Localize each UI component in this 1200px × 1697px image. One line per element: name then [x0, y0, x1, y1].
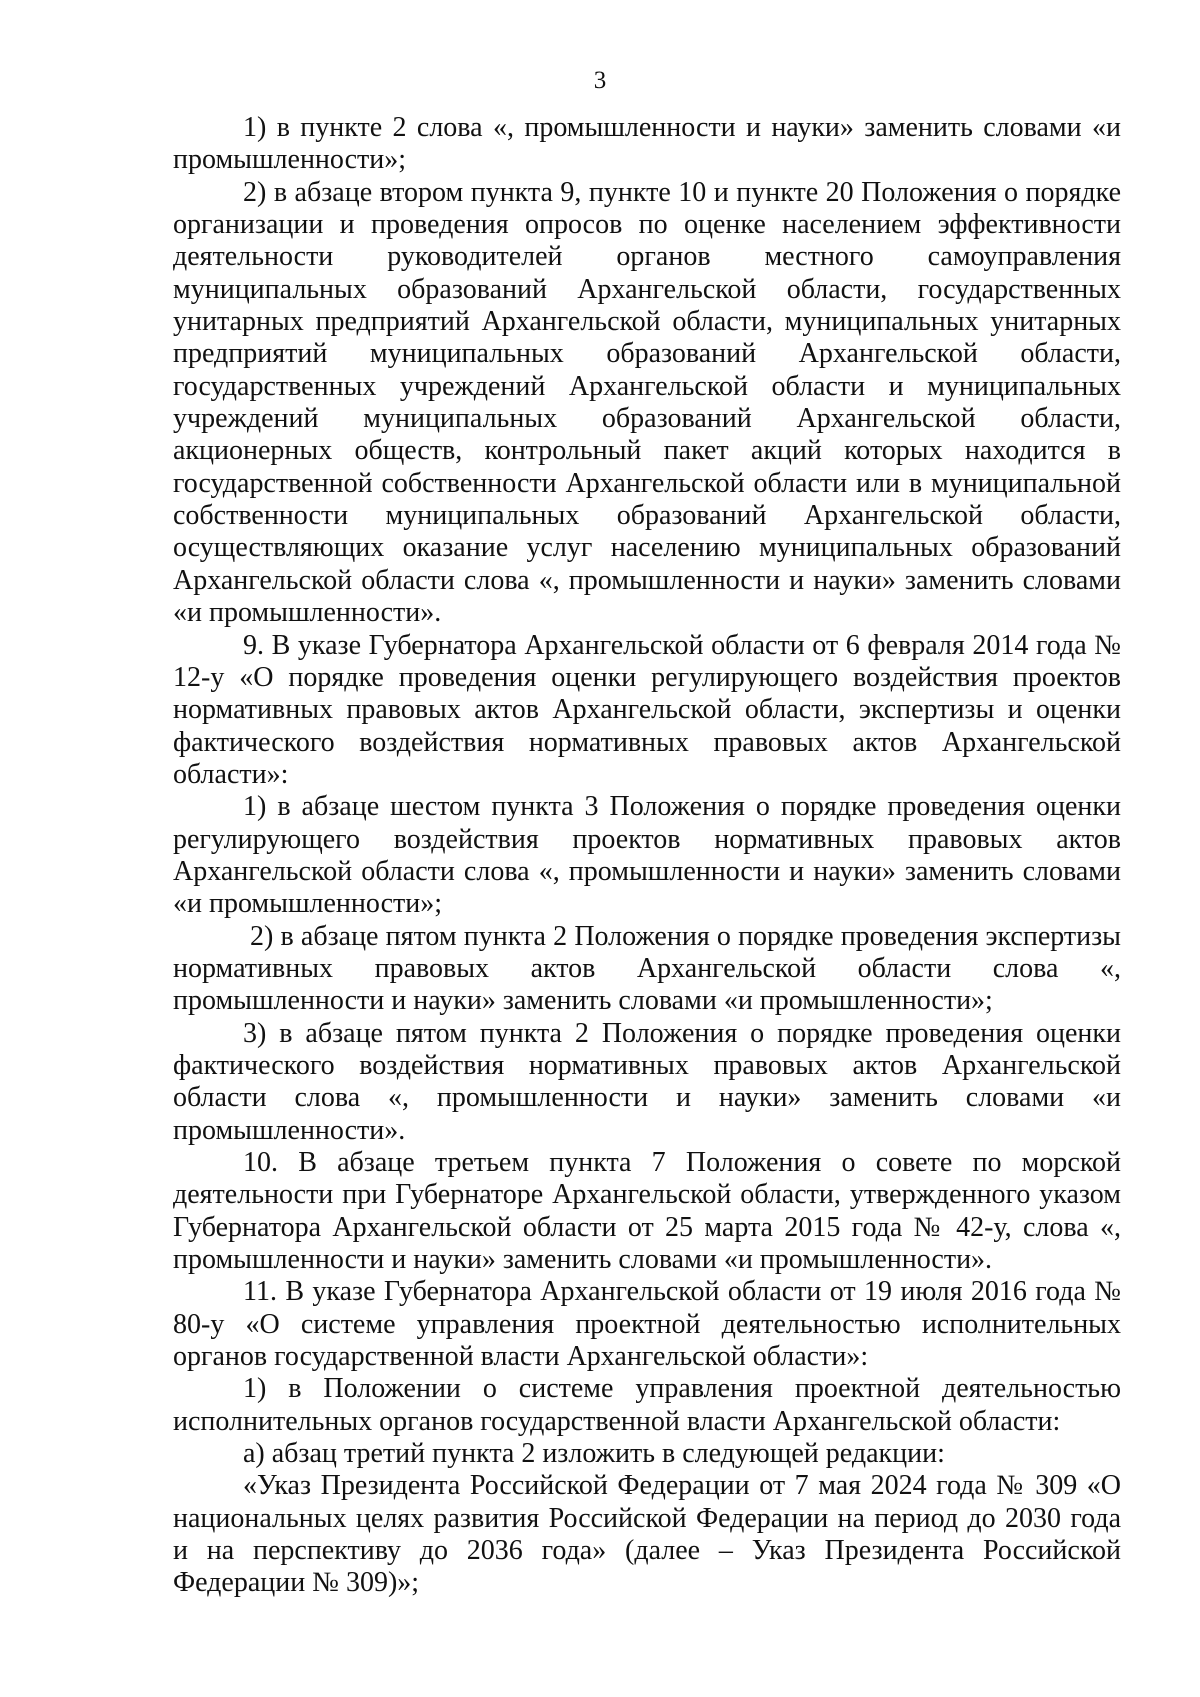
paragraph-9-2: 2) в абзаце пятом пункта 2 Положения о порядке проведения экспертизы нормативных правовых актов Архангельской области слова «, промышленности и науки» заменить словами «и промышленности»;	[173, 920, 1121, 1017]
paragraph-11-1-a: а) абзац третий пункта 2 изложить в следующей редакции:	[243, 1438, 945, 1470]
paragraph-9-3: 3) в абзаце пятом пункта 2 Положения о порядке проведения оценки фактического воздействия нормативных правовых актов Архангельской области слова «, промышленности и науки» заменить словами «и промышленности».	[173, 1017, 1121, 1146]
paragraph-9-1: 1) в абзаце шестом пункта 3 Положения о порядке проведения оценки регулирующего воздействия проектов нормативных правовых актов Архангельской области слова «, промышленности и науки» заменить словами «и промышленности»;	[173, 791, 1121, 920]
paragraph-quote: «Указ Президента Российской Федерации от 7 мая 2024 года № 309 «О национальных целях развития Российской Федерации на период до 2030 года и на перспективу до 2036 года» (далее – Указ Президента Российской Федерации № 309)»;	[173, 1470, 1121, 1599]
paragraph-10: 10. В абзаце третьем пункта 7 Положения о совете по морской деятельности при Губернаторе Архангельской области, утвержденного указом Губернатора Архангельской области от 25 марта 2015 года № 42-у, слова «, промышленности и науки» заменить словами «и промышленности».	[173, 1147, 1121, 1276]
paragraph-11: 11. В указе Губернатора Архангельской области от 19 июля 2016 года № 80-у «О системе управления проектной деятельностью исполнительных органов государственной власти Архангельской области»:	[173, 1276, 1121, 1373]
paragraph-11-1: 1) в Положении о системе управления проектной деятельностью исполнительных органов государственной власти Архангельской области:	[173, 1373, 1121, 1437]
document-body	[173, 112, 1121, 1600]
paragraph-8-1: 1) в пункте 2 слова «, промышленности и науки» заменить словами «и промышленности»;	[173, 112, 1121, 176]
paragraph-9: 9. В указе Губернатора Архангельской области от 6 февраля 2014 года № 12-у «О порядке проведения оценки регулирующего воздействия проектов нормативных правовых актов Архангельской области, экспертизы и оценки фактического воздействия нормативных правовых актов Архангельской области»:	[173, 629, 1121, 790]
page-number: 3	[593, 67, 607, 94]
paragraph-8-2: 2) в абзаце втором пункта 9, пункте 10 и пункте 20 Положения о порядке организации и проведения опросов по оценке населением эффективности деятельности руководителей органов местного самоуправления муниципальных образований Архангельской области, государственных унитарных предприятий Архангельской области, муниципальных унитарных предприятий муниципальных образований Архангельской области, государственных учреждений Архангельской области и муниципальных учреждений муниципальных образований Архангельской области, акционерных обществ, контрольный пакет акций которых находится в государственной собственности Архангельской области или в муниципальной собственности муниципальных образований Архангельской области, осуществляющих оказание услуг населению муниципальных образований Архангельской области слова «, промышленности и науки» заменить словами «и промышленности».	[173, 176, 1121, 629]
